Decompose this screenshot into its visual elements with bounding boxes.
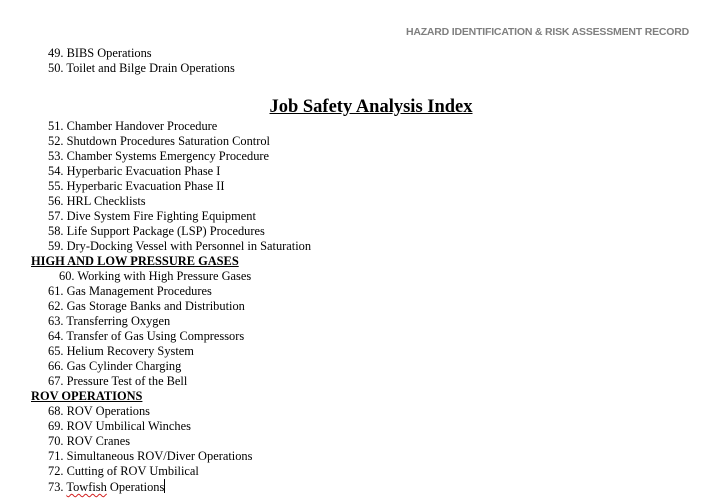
list-item: 62. Gas Storage Banks and Distribution — [48, 299, 245, 313]
text-cursor — [164, 479, 165, 493]
list-item: 57. Dive System Fire Fighting Equipment — [48, 209, 256, 223]
page-title: Job Safety Analysis Index — [269, 97, 473, 117]
list-item: 66. Gas Cylinder Charging — [48, 359, 182, 373]
list-item: 52. Shutdown Procedures Saturation Control — [48, 134, 270, 148]
list-item: 68. ROV Operations — [48, 404, 150, 418]
item-number: 73. — [48, 480, 64, 494]
list-item: 70. ROV Cranes — [48, 434, 131, 448]
list-item: 58. Life Support Package (LSP) Procedures — [48, 224, 265, 238]
list-item: 65. Helium Recovery System — [48, 344, 194, 358]
list-item-last[interactable] — [48, 479, 165, 495]
section-heading-rov: ROV OPERATIONS — [31, 389, 143, 403]
list-item: 49. BIBS Operations — [48, 46, 152, 60]
list-item: 53. Chamber Systems Emergency Procedure — [48, 149, 270, 163]
document-header: HAZARD IDENTIFICATION & RISK ASSESSMENT RECORD — [405, 26, 689, 38]
list-item: 55. Hyperbaric Evacuation Phase II — [48, 179, 225, 193]
list-item: 64. Transfer of Gas Using Compressors — [48, 329, 245, 343]
list-item: 51. Chamber Handover Procedure — [48, 119, 218, 133]
section-heading-gases: HIGH AND LOW PRESSURE GASES — [31, 254, 239, 268]
list-item: 69. ROV Umbilical Winches — [48, 419, 191, 433]
spellcheck-word[interactable]: Towfish — [66, 480, 107, 494]
list-item: 56. HRL Checklists — [48, 194, 146, 208]
list-item: 59. Dry-Docking Vessel with Personnel in Saturation — [48, 239, 312, 253]
list-item: 67. Pressure Test of the Bell — [48, 374, 188, 388]
list-item: 50. Toilet and Bilge Drain Operations — [48, 61, 235, 75]
list-item: 60. Working with High Pressure Gases — [59, 269, 252, 283]
list-item: 61. Gas Management Procedures — [48, 284, 212, 298]
item-text: Operations — [109, 480, 165, 494]
list-item: 71. Simultaneous ROV/Diver Operations — [48, 449, 253, 463]
list-item: 54. Hyperbaric Evacuation Phase I — [48, 164, 221, 178]
list-item: 72. Cutting of ROV Umbilical — [48, 464, 199, 478]
list-item: 63. Transferring Oxygen — [48, 314, 171, 328]
